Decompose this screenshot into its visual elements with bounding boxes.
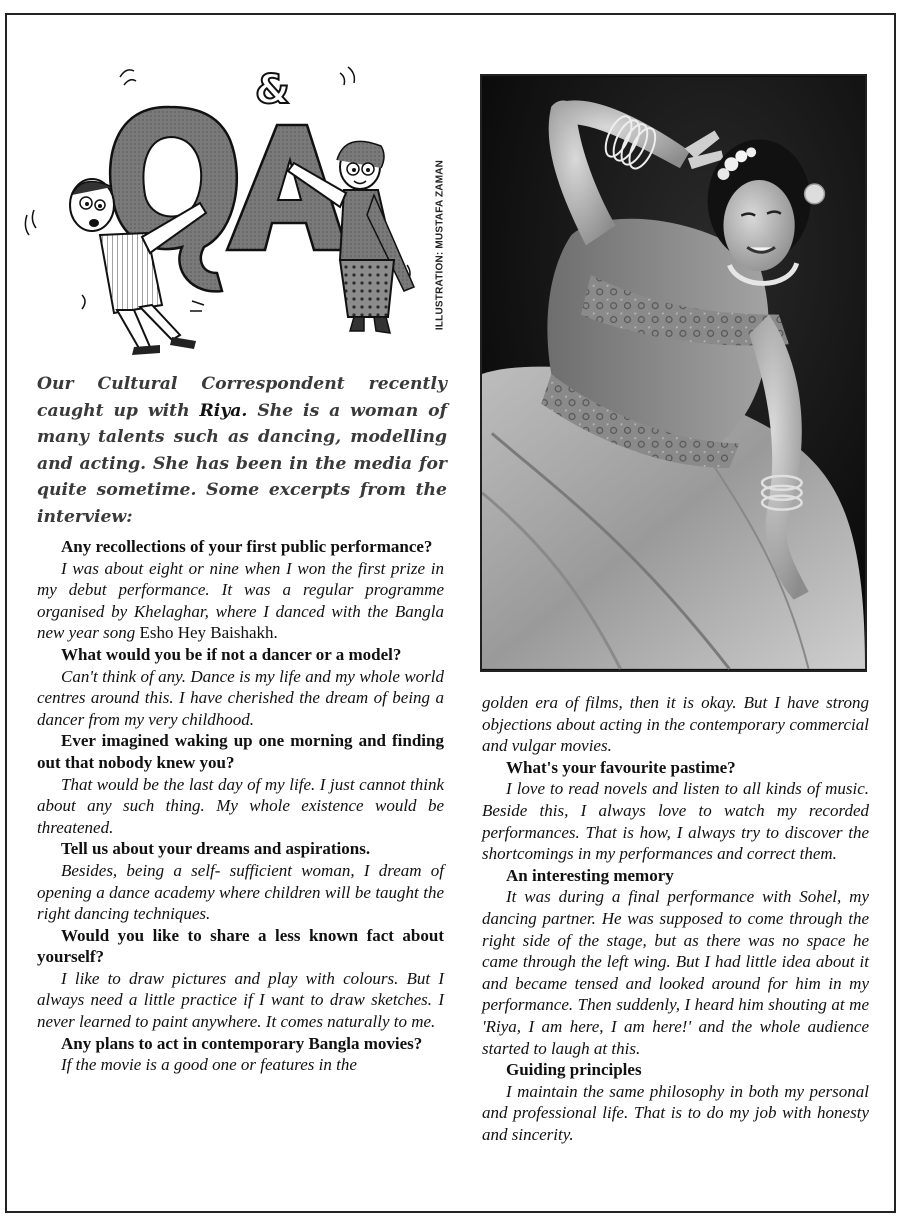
interview-column-right: [482, 692, 869, 1145]
interviewee-name: Riya.: [199, 400, 248, 421]
answer-2: Can't think of any. Dance is my life and my whole world centres around this. I have cherished the dream of being a dancer from my very childhood.: [37, 666, 444, 729]
question-1: Any recollections of your first public performance?: [61, 537, 433, 556]
answer-6-start: If the movie is a good one or features in the: [61, 1055, 357, 1075]
answer-7: I love to read novels and listen to all kinds of music. Beside this, I always love to watch my recorded performances. That is how, I always try to discover the shortcomings in my performances and correct them.: [482, 779, 869, 864]
intro-text-start: Our Cultural Correspondent recently caught up with: [37, 374, 447, 421]
qa-cartoon-illustration: [22, 55, 422, 355]
question-4: Tell us about your dreams and aspirations.: [61, 839, 371, 859]
intro-text-end: She is a woman of many talents such as dancing, modelling and acting. She has been in the media for quite sometime. Some excerpts from the interview:: [37, 400, 447, 527]
illustration-credit-text: ILLUSTRATION: MUSTAFA ZAMAN: [434, 159, 446, 331]
dancer-photo: [480, 74, 867, 672]
question-3: Ever imagined waking up one morning and finding out that nobody knew you?: [37, 731, 444, 772]
question-5: Would you like to share a less known fact about yourself?: [37, 925, 444, 967]
dancer-photo-image: [482, 76, 865, 670]
question-6: Any plans to act in contemporary Bangla movies?: [61, 1033, 423, 1053]
answer-5: I like to draw pictures and play with colours. But I always need a little practice if I want to draw sketches. I never learned to paint anywhere. It comes naturally to me.: [37, 968, 444, 1032]
interview-column-left: [37, 536, 444, 1076]
question-2: What would you be if not a dancer or a model?: [61, 644, 402, 664]
answer-9: I maintain the same philosophy in both my personal and professional life. That is to do my job with honesty and sincerity.: [482, 1081, 869, 1144]
answer-3: That would be the last day of my life. I just cannot think about any such thing. My whole existence would be threatened.: [37, 774, 444, 837]
intro-paragraph: [37, 371, 447, 530]
answer-8: It was during a final performance with Sohel, my dancing partner. He was supposed to come through the right side of the stage, but as there was no space he came through the left wing. But I had little idea about it and became tensed and looked around for him in my performance. Then suddenly, I heard him shouting at me 'Riya, I am here, I am here!' and the whole audience started to laugh at this.: [482, 887, 869, 1058]
woman-cartoon-figure: [288, 141, 414, 333]
illustration-credit: [432, 150, 448, 340]
ampersand-glyph: &: [255, 67, 290, 113]
answer-1-text: I was about eight or nine when I won the first prize in my debut performance. It was a regular programme organised by Khelaghar, where I danced with the Bangla new year song: [37, 558, 444, 643]
answer-4: Besides, being a self- sufficient woman, I dream of opening a dance academy where children will be taught the right dancing techniques.: [37, 860, 444, 924]
question-8: An interesting memory: [506, 865, 674, 885]
question-9: Guiding principles: [506, 1060, 642, 1080]
song-title: Esho Hey Baishakh.: [139, 623, 278, 643]
answer-6-continued: golden era of films, then it is okay. But I have strong objections about acting in the contemporary commercial and vulgar movies.: [482, 693, 869, 756]
question-7: What's your favourite pastime?: [506, 757, 736, 777]
answer-1: [37, 558, 444, 644]
